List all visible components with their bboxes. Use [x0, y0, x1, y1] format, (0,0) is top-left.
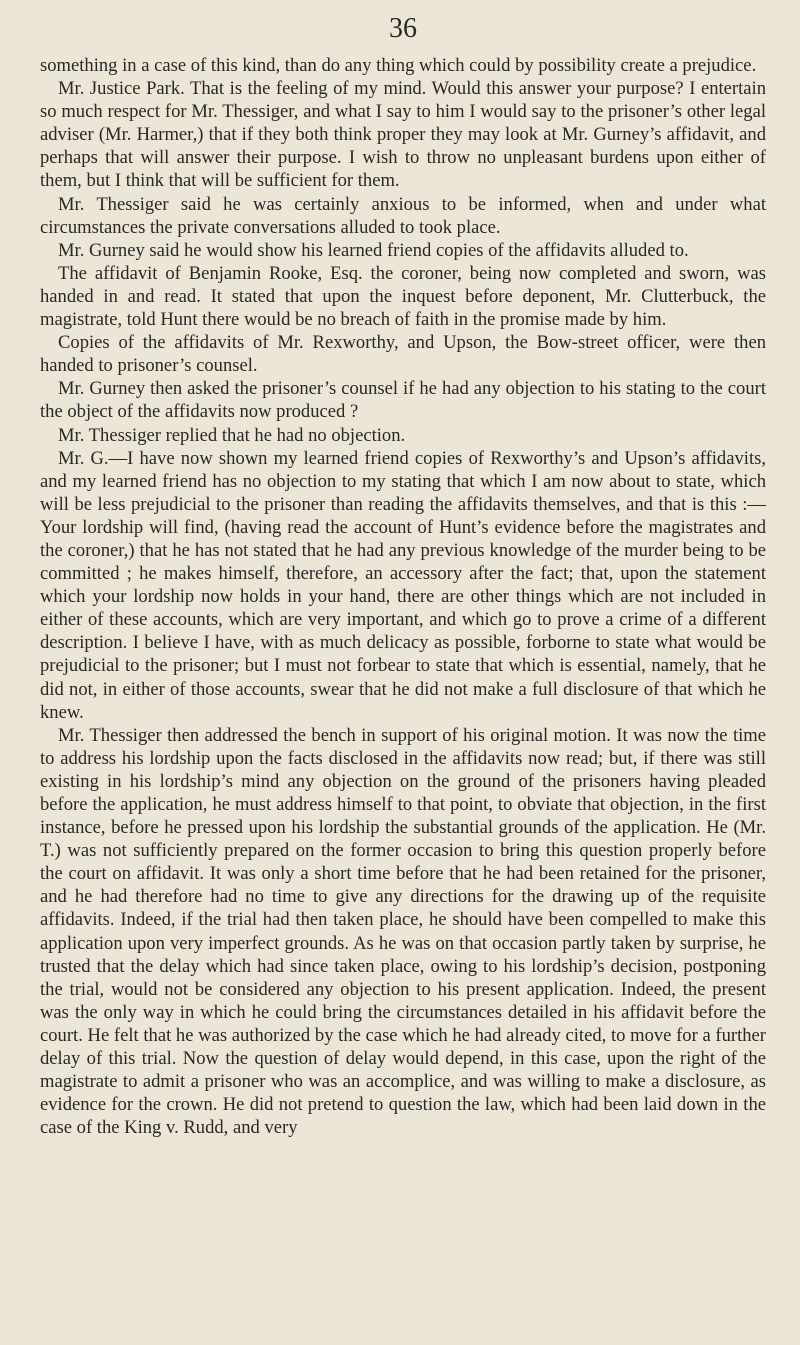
paragraph: The affidavit of Benjamin Rooke, Esq. the coroner, being now completed and sworn, was handed in and read. It stated that upon the inquest before deponent, Mr. Clutterbuck, the magistrate, told Hunt there would be no breach of faith in the promise made by him. — [40, 262, 766, 331]
page-number: 36 — [389, 13, 417, 44]
paragraph: Mr. Justice Park. That is the feeling of my mind. Would this answer your purpose? I entertain so much respect for Mr. Thessiger, and what I say to him I would say to the prisoner’s other legal adviser (Mr. Harmer,) that if they both think proper they may look at Mr. Gurney’s affidavit, and perhaps that will answer their purpose. I wish to throw no unpleasant burdens upon either of them, but I think that will be sufficient for them. — [40, 78, 766, 192]
paragraph: Mr. Gurney then asked the prisoner’s counsel if he had any objection to his stating to the court the object of the affidavits now produced ? — [40, 378, 766, 423]
paragraph: Copies of the affidavits of Mr. Rexworthy, and Upson, the Bow-street officer, were then handed to prisoner’s counsel. — [40, 332, 766, 377]
paragraph: Mr. Gurney said he would show his learned friend copies of the affidavits alluded to. — [58, 239, 689, 261]
paragraph-continuation: something in a case of this kind, than do any thing which could by possibility create a prejudice. — [40, 55, 757, 76]
body-text — [40, 54, 766, 1139]
paragraph: Mr. G.—I have now shown my learned friend copies of Rexworthy’s and Upson’s affidavits, and my learned friend has no objection to my stating that which I am now about to state, which will be less prejudicial to the prisoner than reading the affidavits themselves, and that is this :—Your lordship will find, (having read the account of Hunt’s evidence before the magistrates and the coroner,) that he has not stated that he had any previous knowledge of the murder being to be committed ; he makes himself, therefore, an accessory after the fact; that, upon the statement which your lordship now holds in your hand, there are other things which are not included in either of these accounts, which are very important, and which go to prove a crime of a different description. I believe I have, with as much delicacy as possible, forborne to state what would be prejudicial to the prisoner; but I must not forbear to state that which is essential, namely, that he did not, in either of those accounts, swear that he did not make a full disclosure of that which he knew. — [40, 447, 766, 723]
paragraph: Mr. Thessiger said he was certainly anxious to be informed, when and under what circumstances the private conversations alluded to took place. — [40, 193, 766, 238]
paragraph: Mr. Thessiger replied that he had no objection. — [58, 424, 406, 446]
paragraph: Mr. Thessiger then addressed the bench in support of his original motion. It was now the time to address his lordship upon the facts disclosed in the affidavits now read; but, if there was still existing in his lordship’s mind any objection on the ground of the prisoners having pleaded before the application, he must address himself to that point, to obviate that objection, in the first instance, before he pressed upon his lordship the substantial grounds of the application. He (Mr. T.) was not sufficiently prepared on the former occasion to bring this question properly before the court on affidavit. It was only a short time before that he had been retained for the prisoner, and he had therefore had no time to give any directions for the drawing up of the requisite affidavits. Indeed, if the trial had then taken place, he should have been compelled to make this application upon very imperfect grounds. As he was on that occasion partly taken by surprise, he trusted that the delay which had since taken place, owing to his lordship’s decision, postponing the trial, would not be considered any objection to his present application. Indeed, the present was the only way in which he could bring the circumstances detailed in his affidavit before the court. He felt that he was authorized by the case which he had already cited, to move for a further delay of this trial. Now the question of delay would depend, in this case, upon the right of the magistrate to admit a prisoner who was an accomplice, and was willing to make a disclosure, as evidence for the crown. He did not pretend to question the law, which had been laid down in the case of the King v. Rudd, and very — [40, 724, 766, 1139]
